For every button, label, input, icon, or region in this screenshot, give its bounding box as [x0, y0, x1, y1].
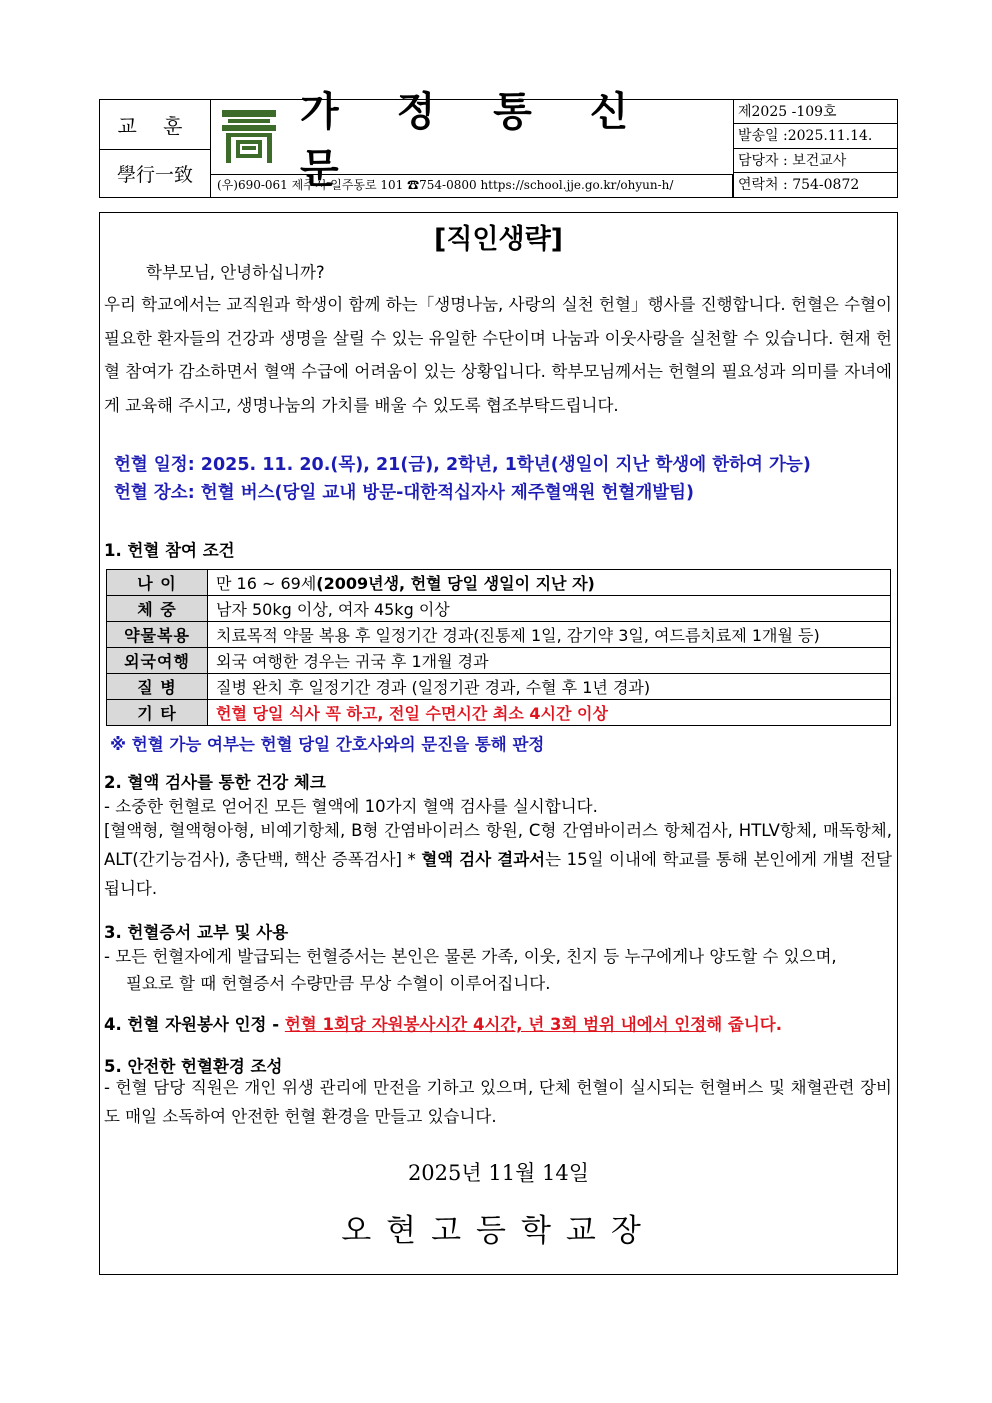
table-row — [107, 700, 891, 726]
condition-key: 기 타 — [107, 700, 208, 726]
table-row — [107, 648, 891, 674]
document-title: [직인생략] — [433, 224, 563, 255]
letter-date: 2025년 11월 14일 — [407, 1161, 590, 1185]
motto-label: 교 훈 — [100, 100, 211, 150]
condition-key: 나 이 — [107, 570, 208, 596]
issue-info — [733, 100, 897, 197]
section2-body: [혈액형, 혈액형아형, 비예기항체, B형 간염바이러스 항원, C형 간염바이러스 항체검사, HTLV항체, 매독항체, ALT(간기능검사), 총단백, 핵산 증폭검사] * 혈액 검사 결과서는 15일 이내에 학교를 통해 본인에게 개별 전달됩니다. — [104, 821, 892, 898]
condition-value: 질병 완치 후 일정기간 경과 (일정기관 경과, 수혈 후 1년 경과) — [208, 674, 891, 700]
condition-value: 외국 여행한 경우는 귀국 후 1개월 경과 — [208, 648, 891, 674]
section1-heading: 1. 헌혈 참여 조건 — [104, 541, 235, 560]
letter-header — [99, 88, 898, 198]
table-row — [107, 622, 891, 648]
condition-value: 치료목적 약물 복용 후 일정기간 경과(진통제 1일, 감기약 3일, 여드름치료제 1개월 등) — [208, 622, 891, 648]
condition-value: 만 16 ~ 69세(2009년생, 헌혈 당일 생일이 지난 자) — [208, 570, 891, 596]
table-row — [107, 570, 891, 596]
section3-heading: 3. 헌혈증서 교부 및 사용 — [104, 923, 289, 942]
contact-person: 담당자 : 보건교사 — [734, 149, 897, 173]
section2-heading: 2. 혈액 검사를 통한 건강 체크 — [104, 773, 326, 792]
condition-key: 외국여행 — [107, 648, 208, 674]
section2-line1: - 소중한 헌혈로 얻어진 모든 혈액에 10가지 혈액 검사를 실시합니다. — [104, 797, 598, 816]
condition-value: 남자 50kg 이상, 여자 45kg 이상 — [208, 596, 891, 622]
school-motto: 學行一致 — [100, 150, 211, 197]
section3-line1: - 모든 헌혈자에게 발급되는 헌혈증서는 본인은 물론 가족, 이웃, 친지 등 누구에게나 양도할 수 있으며, — [104, 947, 837, 966]
conditions-table — [106, 569, 891, 726]
condition-key: 체 중 — [107, 596, 208, 622]
table-row — [107, 674, 891, 700]
publication-title: 가 정 통 신 문 — [300, 88, 651, 192]
eligibility-note: ※ 헌혈 가능 여부는 헌혈 당일 간호사와의 문진을 통해 판정 — [110, 735, 545, 754]
contact-phone: 연락처 : 754-0872 — [738, 176, 860, 193]
letter-body — [99, 212, 898, 1275]
greeting: 학부모님, 안녕하십니까? — [146, 263, 325, 282]
school-emblem-icon — [218, 106, 280, 166]
table-row — [107, 596, 891, 622]
school-address: (우)690-061 제주시 일주동로 101 ☎754-0800 https://school.jje.go.kr/ohyun-h/ — [211, 174, 733, 197]
condition-key: 질 병 — [107, 674, 208, 700]
signatory: 오현고등학교장 — [341, 1213, 656, 1249]
intro-paragraph: 우리 학교에서는 교직원과 학생이 함께 하는「생명나눔, 사랑의 실천 헌혈」행사를 진행합니다. 헌혈은 수혈이 필요한 환자들의 건강과 생명을 살릴 수 있는 유일한 수단이며 나눔과 이웃사랑을 실천할 수 있습니다. 현재 헌혈 참여가 감소하면서 혈액 수급에 어려움이 있는 상황입니다. 학부모님께서는 헌혈의 필요성과 의미를 자녀에게 교육해 주시고, 생명나눔의 가치를 배울 수 있도록 협조부탁드립니다. — [104, 295, 892, 415]
issue-number: 제2025 -109호 — [734, 100, 897, 124]
donation-schedule: 헌혈 일정: 2025. 11. 20.(목), 21(금), 2학년, 1학년(생일이 지난 학생에 한하여 가능) — [114, 455, 811, 475]
section3-line2: 필요로 할 때 헌혈증서 수량만큼 무상 수혈이 이루어집니다. — [126, 974, 551, 993]
section5-heading: 5. 안전한 헌혈환경 조성 — [104, 1057, 283, 1076]
section5-body: - 헌혈 담당 직원은 개인 위생 관리에 만전을 기하고 있으며, 단체 헌혈이 실시되는 헌혈버스 및 채혈관련 장비도 매일 소독하여 안전한 헌혈 환경을 만들고 있습니다. — [104, 1078, 892, 1126]
condition-key: 약물복용 — [107, 622, 208, 648]
donation-location: 헌혈 장소: 헌혈 버스(당일 교내 방문-대한적십자사 제주혈액원 헌혈개발팀) — [114, 483, 695, 503]
condition-value: 헌혈 당일 식사 꼭 하고, 전일 수면시간 최소 4시간 이상 — [208, 700, 891, 726]
section4: 4. 헌혈 자원봉사 인정 - 헌혈 1회당 자원봉사시간 4시간, 년 3회 범위 내에서 인정해 줍니다. — [104, 1015, 783, 1034]
issue-date: 발송일 :2025.11.14. — [734, 124, 897, 148]
